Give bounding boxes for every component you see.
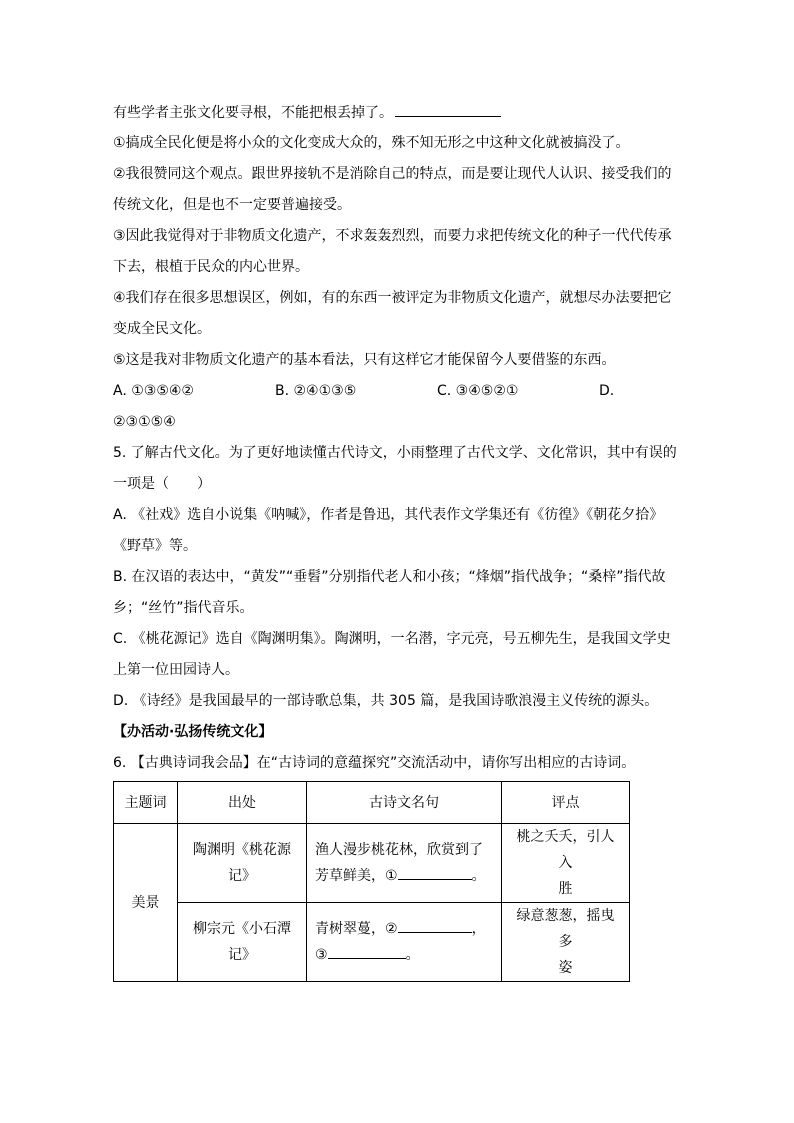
q5-option-b-2: 乡；“丝竹”指代音乐。 — [113, 600, 254, 616]
intro-text: 有些学者主张文化要寻根，不能把根丢掉了。 — [113, 105, 393, 121]
comment-text: 桃之夭夭，引人入 — [516, 829, 615, 871]
sentence-4b: 变成全民文化。 — [113, 321, 211, 337]
blank-1[interactable] — [398, 865, 472, 880]
header-source: 出处 — [178, 782, 307, 824]
poem-line-text: ③ — [315, 947, 328, 963]
comment-cell — [502, 903, 630, 982]
source-cell — [178, 903, 307, 982]
header-line: 古诗文名句 — [307, 782, 502, 824]
comment-text: 胜 — [558, 881, 573, 897]
punctuation: ， — [471, 921, 486, 937]
q4-option-d-value: ②③①⑤④ — [113, 414, 176, 430]
comment-cell — [502, 824, 630, 903]
poem-line-text: 青树翠蔓，② — [315, 921, 398, 937]
header-theme: 主题词 — [114, 782, 178, 824]
theme-cell: 美景 — [114, 824, 178, 982]
sentence-5: ⑤这是我对非物质文化遗产的基本看法，只有这样它才能保留今人要借鉴的东西。 — [113, 352, 616, 368]
q6-stem: 6. 【古典诗词我会品】在“古诗词的意蕴探究”交流活动中，请你写出相应的古诗词。 — [113, 755, 636, 771]
source-text: 记》 — [228, 947, 256, 963]
poem-line — [315, 916, 493, 942]
source-text: 记》 — [228, 868, 256, 884]
q5-option-a-2: 《野草》等。 — [113, 538, 197, 554]
source-text: 柳宗元《小石潭 — [193, 921, 291, 937]
q4-option-c[interactable]: C. ③④⑤②① — [437, 383, 519, 399]
q5-stem-a: 5. 了解古代文化。为了更好地读懂古代诗文，小雨整理了古代文学、文化常识，其中有误的 — [113, 445, 677, 461]
poem-table — [113, 781, 630, 982]
q5-option-c-1[interactable]: C. 《桃花源记》选自《陶渊明集》。陶渊明，一名潜，字元亮，号五柳先生，是我国文学史 — [113, 631, 671, 647]
comment-text: 绿意葱葱，摇曳多 — [516, 908, 615, 950]
sentence-2b: 传统文化，但是也不一定要普遍接受。 — [113, 197, 351, 213]
poem-line — [315, 942, 493, 968]
sentence-3b: 下去，根植于民众的内心世界。 — [113, 259, 309, 275]
answer-blank[interactable] — [395, 102, 501, 117]
poem-line: 渔人漫步桃花林，欣赏到了 — [315, 842, 483, 858]
blank-3[interactable] — [328, 944, 406, 959]
punctuation: 。 — [471, 868, 486, 884]
comment-text: 姿 — [558, 960, 573, 976]
q4-option-a[interactable]: A. ①③⑤④② — [113, 383, 194, 399]
q5-option-c-2: 上第一位田园诗人。 — [113, 662, 239, 678]
table-header-row — [114, 782, 630, 824]
table-row — [114, 903, 630, 982]
poem-line-text: 芳草鲜美，① — [315, 868, 398, 884]
q5-stem-b: 一项是（ ） — [113, 476, 211, 492]
q4-option-d-label[interactable]: D. — [599, 383, 615, 399]
poem-line — [315, 863, 493, 889]
q5-option-a-1[interactable]: A. 《社戏》选自小说集《呐喊》，作者是鲁迅，其代表作文学集还有《彷徨》《朝花夕拾》 — [113, 507, 664, 523]
punctuation: 。 — [405, 947, 420, 963]
header-comment: 评点 — [502, 782, 630, 824]
sentence-3a: ③因此我觉得对于非物质文化遗产，不求轰轰烈烈，而要力求把传统文化的种子一代代传承 — [113, 228, 672, 244]
q5-option-b-1[interactable]: B. 在汉语的表达中，“黄发”“垂髫”分别指代老人和小孩；“烽烟”指代战争；“桑梓”指代故 — [113, 569, 666, 585]
section-heading: 【办活动·弘扬传统文化】 — [113, 724, 273, 740]
table-row — [114, 824, 630, 903]
sentence-1: ①搞成全民化便是将小众的文化变成大众的，殊不知无形之中这种文化就被搞没了。 — [113, 135, 630, 151]
source-text: 陶渊明《桃花源 — [193, 842, 291, 858]
sentence-4a: ④我们存在很多思想误区，例如，有的东西一被评定为非物质文化遗产，就想尽办法要把它 — [113, 290, 672, 306]
passage-intro — [113, 102, 501, 123]
q4-option-b[interactable]: B. ②④①③⑤ — [275, 383, 357, 399]
poem-line-cell — [307, 903, 502, 982]
poem-line-cell — [307, 824, 502, 903]
source-cell — [178, 824, 307, 903]
sentence-2a: ②我很赞同这个观点。跟世界接轨不是消除自己的特点，而是要让现代人认识、接受我们的 — [113, 166, 672, 182]
q5-option-d-1[interactable]: D. 《诗经》是我国最早的一部诗歌总集，共 305 篇，是我国诗歌浪漫主义传统的源头。 — [113, 693, 659, 709]
blank-2[interactable] — [398, 918, 472, 933]
